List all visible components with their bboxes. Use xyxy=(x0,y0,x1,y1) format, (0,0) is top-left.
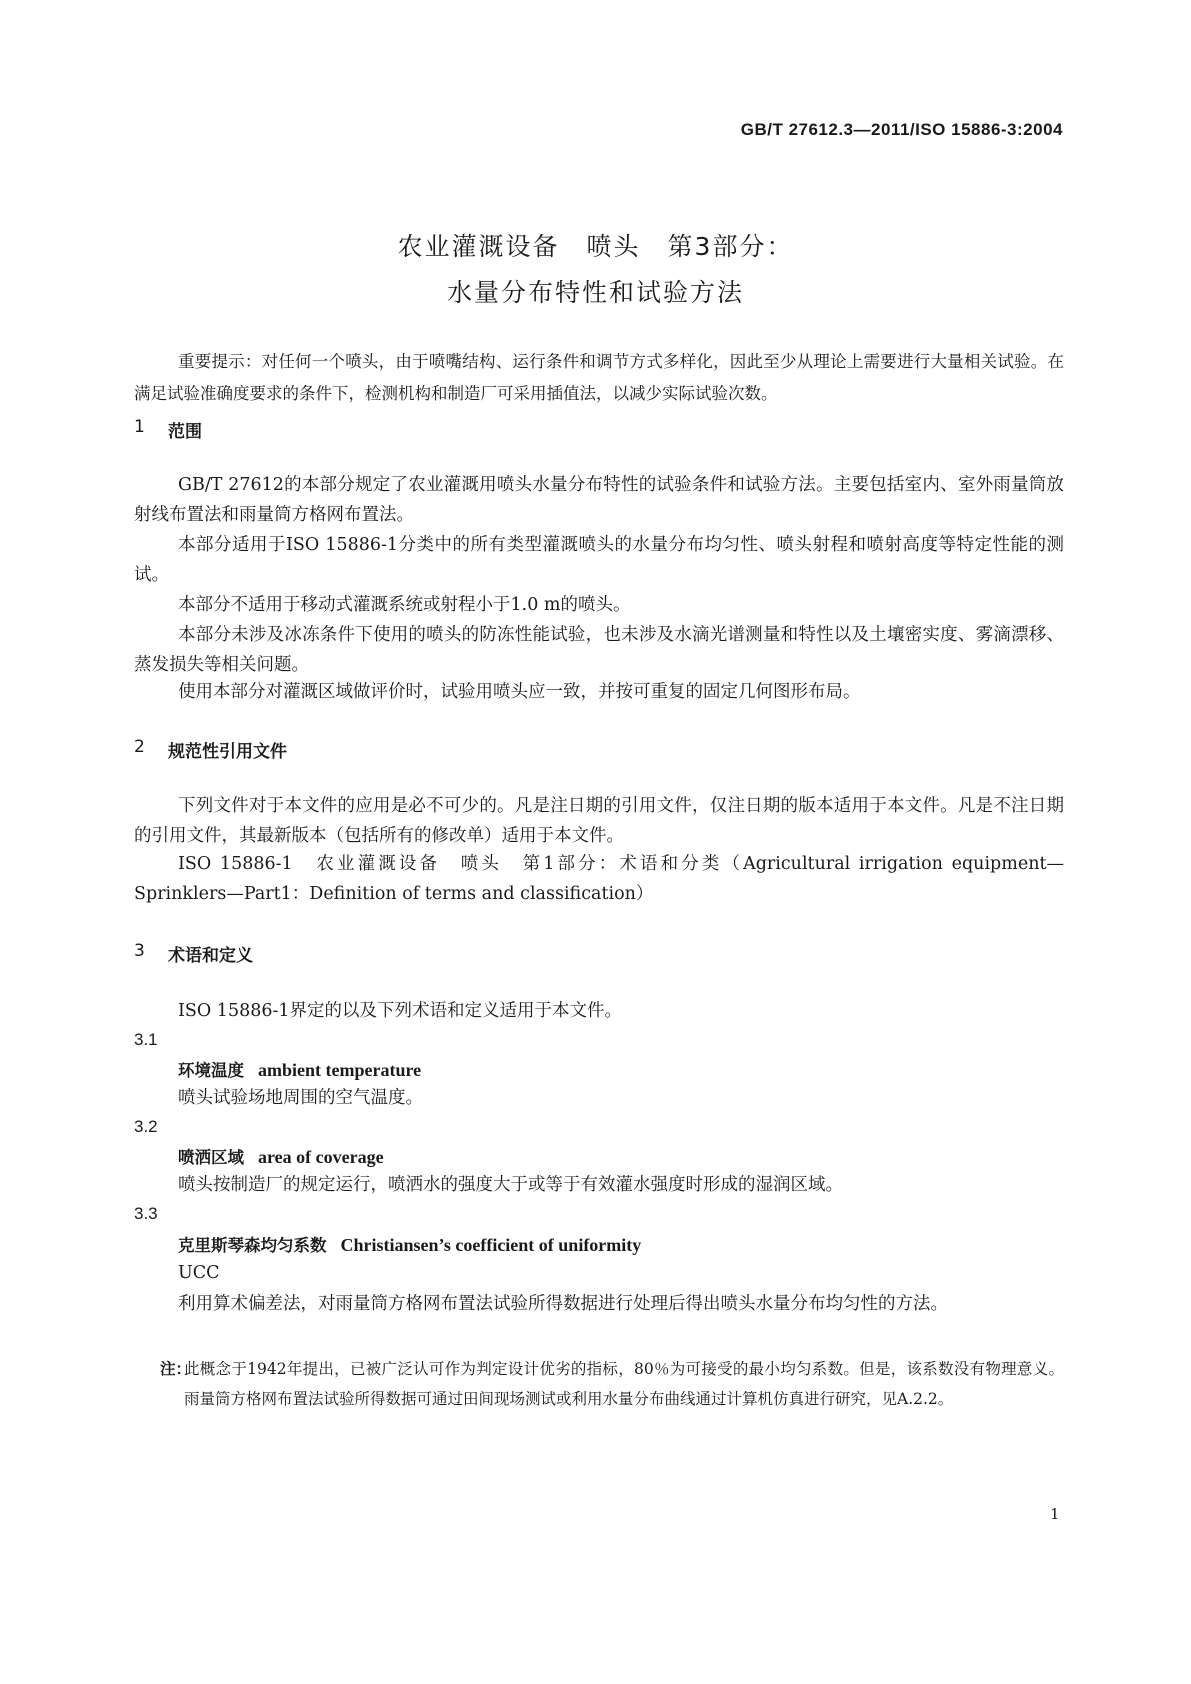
term-en: ambient temperature xyxy=(258,1060,422,1080)
section-3-number: 3 xyxy=(134,941,145,961)
term-heading xyxy=(178,1057,421,1081)
section-3-intro: ISO 15886-1界定的以及下列术语和定义适用于本文件。 xyxy=(178,1001,623,1021)
section-1-paragraph: 本部分适用于ISO 15886-1分类中的所有类型灌溉喷头的水量分布均匀性、喷头射程和喷射高度等特定性能的测试。 xyxy=(134,535,1064,585)
term-note xyxy=(160,1354,1064,1414)
term-definition: 喷头试验场地周围的空气温度。 xyxy=(178,1088,423,1108)
section-1-paragraph: 使用本部分对灌溉区域做评价时，试验用喷头应一致，并按可重复的固定几何图形布局。 xyxy=(178,682,861,702)
term-zh: 喷洒区域 xyxy=(178,1148,244,1167)
term-zh: 环境温度 xyxy=(178,1061,244,1080)
term-abbreviation: UCC xyxy=(178,1263,220,1283)
standard-code-header: GB/T 27612.3—2011/ISO 15886-3:2004 xyxy=(740,120,1063,139)
term-heading xyxy=(178,1232,641,1256)
section-1-heading: 范围 xyxy=(168,422,202,442)
term-heading xyxy=(178,1144,384,1168)
term-definition: 利用算术偏差法，对雨量筒方格网布置法试验所得数据进行处理后得出喷头水量分布均匀性的方法。 xyxy=(178,1294,948,1314)
document-title-line-2: 水量分布特性和试验方法 xyxy=(446,278,744,307)
section-1-paragraph: 本部分不适用于移动式灌溉系统或射程小于1.0 m的喷头。 xyxy=(178,595,631,615)
section-2-number: 2 xyxy=(134,737,145,757)
term-en: area of coverage xyxy=(258,1147,384,1167)
section-3-heading: 术语和定义 xyxy=(168,946,253,966)
section-1-number: 1 xyxy=(134,417,145,437)
note-text: 此概念于1942年提出，已被广泛认可作为判定设计优劣的指标，80％为可接受的最小均匀系数。但是，该系数没有物理意义。雨量筒方格网布置法试验所得数据可通过田间现场测试或利用水量分布曲线通过计算机仿真进行研究，见A.2.2。 xyxy=(184,1360,1064,1408)
term-number: 3.2 xyxy=(134,1117,158,1136)
section-1-paragraph: GB/T 27612的本部分规定了农业灌溉用喷头水量分布特性的试验条件和试验方法。主要包括室内、室外雨量筒放射线布置法和雨量筒方格网布置法。 xyxy=(134,475,1064,525)
term-en: Christiansen’s coefficient of uniformity xyxy=(340,1235,642,1255)
important-notice: 重要提示：对任何一个喷头，由于喷嘴结构、运行条件和调节方式多样化，因此至少从理论上需要进行大量相关试验。在满足试验准确度要求的条件下，检测机构和制造厂可采用插值法，以减少实际试验次数。 xyxy=(134,352,1064,403)
term-number: 3.3 xyxy=(134,1204,158,1223)
section-2-heading: 规范性引用文件 xyxy=(168,742,287,762)
term-zh: 克里斯琴森均匀系数 xyxy=(178,1236,327,1255)
document-title-line-1: 农业灌溉设备 喷头 第3部分： xyxy=(397,232,794,261)
page-number: 1 xyxy=(1050,1505,1060,1523)
section-1-paragraph: 本部分未涉及冰冻条件下使用的喷头的防冻性能试验，也未涉及水滴光谱测量和特性以及土壤密实度、雾滴漂移、蒸发损失等相关问题。 xyxy=(134,625,1064,675)
term-definition: 喷头按制造厂的规定运行，喷洒水的强度大于或等于有效灌水强度时形成的湿润区域。 xyxy=(178,1175,843,1195)
note-label: 注： xyxy=(160,1360,192,1378)
normative-reference-item: ISO 15886-1 农业灌溉设备 喷头 第1部分：术语和分类（Agricultural irrigation equipment—Sprinklers—Part1：Definition of terms and classification） xyxy=(134,854,1064,904)
term-number: 3.1 xyxy=(134,1030,158,1049)
section-2-paragraph: 下列文件对于本文件的应用是必不可少的。凡是注日期的引用文件，仅注日期的版本适用于本文件。凡是不注日期的引用文件，其最新版本（包括所有的修改单）适用于本文件。 xyxy=(134,796,1064,846)
